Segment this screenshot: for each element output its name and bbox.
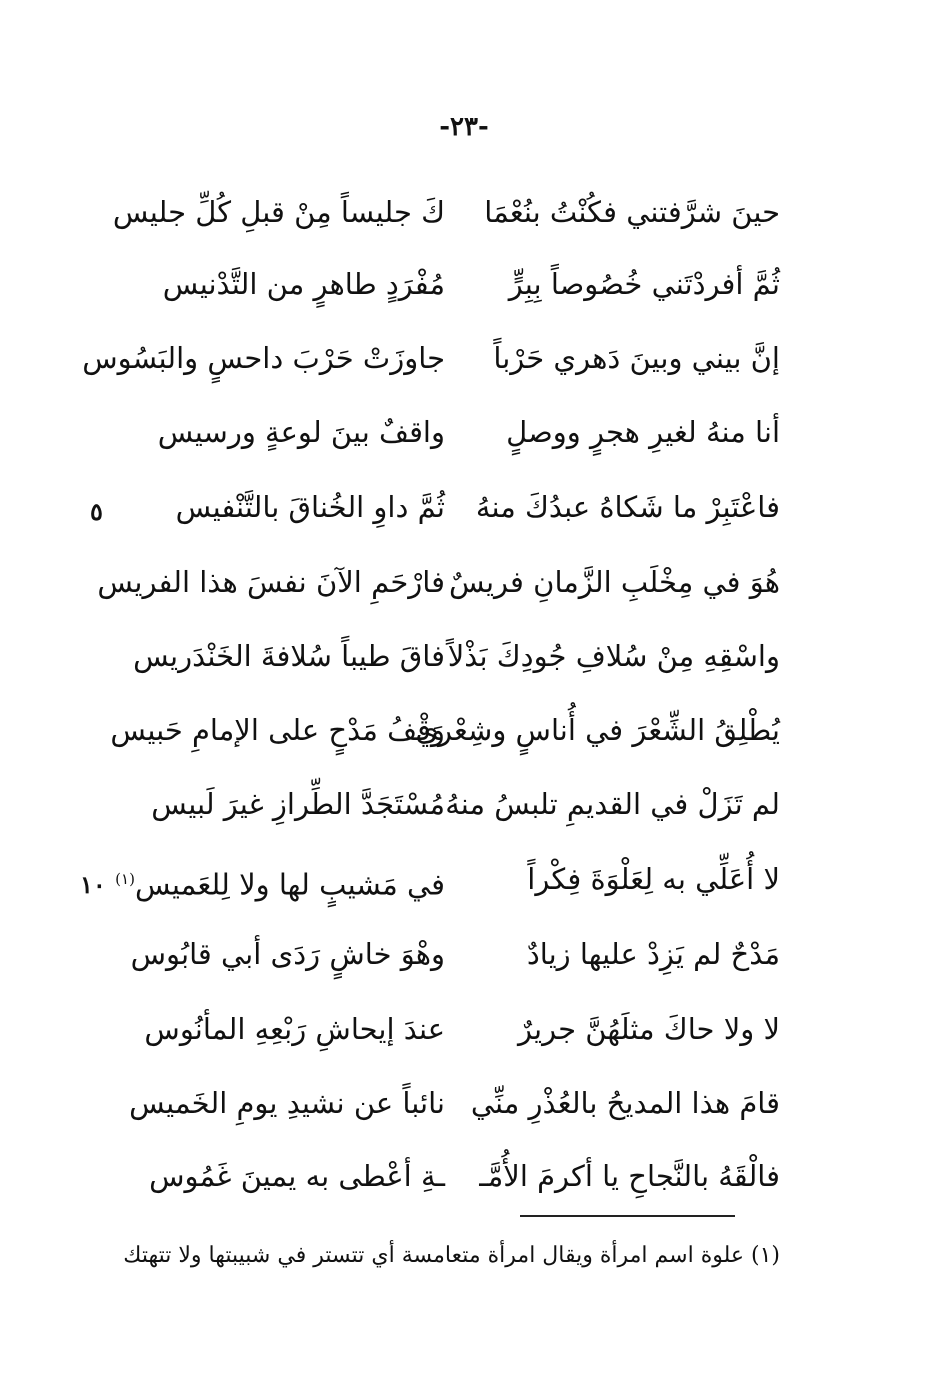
hemistich-right: فالْقَهُ بالنَّجاحِ يا أكرمَ الأُمَّـ <box>479 1159 780 1193</box>
hemistich-left: مُفْرَدٍ طاهرٍ من التَّدْنيس <box>162 267 445 301</box>
verse-line <box>115 853 780 905</box>
hemistich-left <box>115 853 445 911</box>
hemistich-right: واسْقِهِ مِنْ سُلافِ جُودِكَ بَذْلاً <box>447 639 780 673</box>
hemistich-left: فاقَ طيباً سُلافةَ الخَنْدَريس <box>133 639 445 673</box>
hemistich-right: إنَّ بيني وبينَ دَهري حَرْباً <box>493 341 780 375</box>
verse-line <box>129 1077 780 1129</box>
verse-line <box>110 704 780 756</box>
verse-line <box>140 481 780 533</box>
hemistich-left: نائباً عن نشيدِ يومِ الخَميس <box>129 1086 445 1120</box>
verse-line <box>140 1150 780 1202</box>
hemistich-text: في مَشيبٍ لها ولا لِلعَميس <box>134 867 445 902</box>
hemistich-right: لا أُعَلِّي به لِعَلْوَةَ فِكْراً <box>527 862 780 896</box>
verse-line <box>82 332 780 384</box>
verse-line <box>130 928 780 980</box>
footnote-marker: (١) <box>115 870 135 888</box>
footnote: (١) علوة اسم امرأة ويقال امرأة متعامسة أي تتستر في شبيبتها ولا تتهتك <box>123 1243 780 1268</box>
verse-line <box>140 1003 780 1055</box>
hemistich-left: مُسْتَجَدَّ الطِّرازِ غيرَ لَبيس <box>151 787 445 821</box>
hemistich-right: أنا منهُ لغيرِ هجرٍ ووصلٍ <box>506 415 780 449</box>
hemistich-left: جاوزَتْ حَرْبَ داحسٍ والبَسُوس <box>82 341 445 375</box>
verse-line <box>140 258 780 310</box>
hemistich-right: يُطْلِقُ الشِّعْرَ في أُناسٍ وشِعْري <box>415 713 780 747</box>
verse-line <box>112 186 780 238</box>
hemistich-left: كَ جليساً مِنْ قبلِ كُلِّ جليس <box>112 195 445 229</box>
hemistich-left: وَقْفُ مَدْحٍ على الإمامِ حَبيس <box>110 713 445 747</box>
verse-line <box>97 556 780 608</box>
verse-line <box>140 406 780 458</box>
hemistich-right: لم تَزَلْ في القديمِ تلبسُ منهُ <box>445 787 780 821</box>
hemistich-right: فاعْتَبِرْ ما شَكاهُ عبدُكَ منهُ <box>475 490 780 524</box>
hemistich-right: قامَ هذا المديحُ بالعُذْرِ منِّي <box>470 1086 780 1120</box>
line-number-10: ١٠ <box>80 870 106 899</box>
hemistich-right: هُوَ في مِخْلَبِ الزَّمانِ فريسٌ <box>449 565 780 599</box>
footnote-divider <box>520 1215 735 1217</box>
verse-line <box>133 630 780 682</box>
hemistich-right: لا ولا حاكَ مثلَهُنَّ جريرٌ <box>518 1012 780 1046</box>
hemistich-right: مَدْحٌ لم يَزِدْ عليها زيادٌ <box>526 937 780 971</box>
hemistich-left: عندَ إيحاشِ رَبْعِهِ المأنُوس <box>144 1012 445 1046</box>
hemistich-left: فارْحَمِ الآنَ نفسَ هذا الفريس <box>97 565 445 599</box>
page-number: -٢٣- <box>439 112 489 142</box>
hemistich-left: ـةِ أعْطى به يمينَ غَمُوس <box>149 1159 445 1193</box>
hemistich-right: ثُمَّ أفردْتَني خُصُوصاً بِبِرٍّ <box>508 267 780 301</box>
hemistich-left: وهْوَ خاشٍ رَدَى أبي قابُوس <box>130 937 445 971</box>
verse-line <box>140 778 780 830</box>
hemistich-right: حينَ شرَّفتني فكُنْتُ بنُعْمَا <box>484 195 780 229</box>
hemistich-left: واقفٌ بينَ لوعةٍ ورسيس <box>157 415 445 449</box>
line-number-5: ٥ <box>90 497 103 526</box>
hemistich-left: ثُمَّ داوِ الخُناقَ بالتَّنْفيس <box>175 490 445 524</box>
